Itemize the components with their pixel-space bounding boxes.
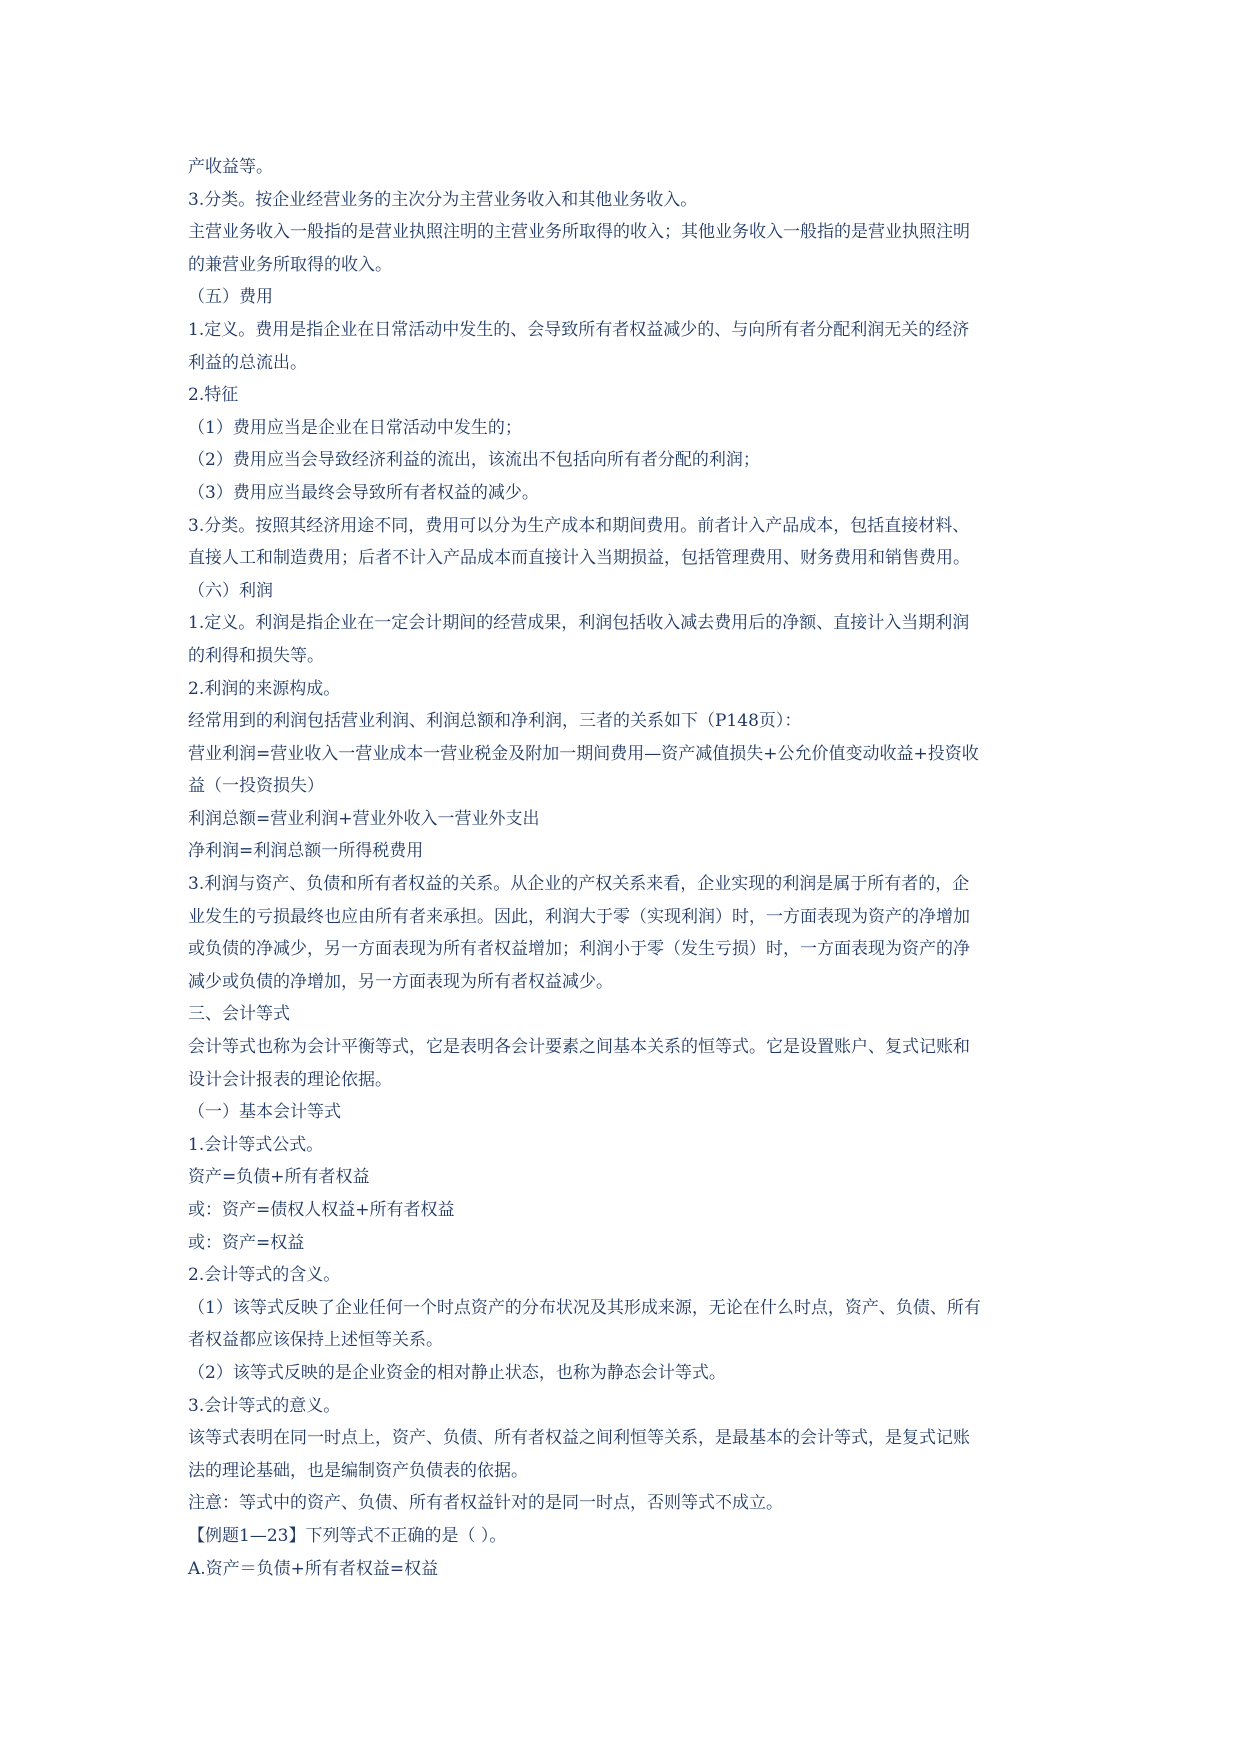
list-item: （1）该等式反映了企业任何一个时点资产的分布状况及其形成来源，无论在什么时点，资产、负债、所有	[188, 1297, 981, 1318]
text-line: 3.利润与资产、负债和所有者权益的关系。从企业的产权关系来看，企业实现的利润是属于所有者的，企	[188, 874, 970, 895]
text-line: 3.分类。按照其经济用途不同，费用可以分为生产成本和期间费用。前者计入产品成本，包括直接材料、	[188, 515, 970, 536]
text-line: 的利得和损失等。	[188, 645, 324, 666]
section-heading: （五）费用	[188, 287, 273, 308]
formula-line: 利润总额=营业利润+营业外收入一营业外支出	[188, 808, 540, 829]
text-line: 直接人工和制造费用；后者不计入产品成本而直接计入当期损益，包括管理费用、财务费用和销售费用。	[188, 548, 970, 569]
text-line: 产收益等。	[188, 157, 273, 177]
text-line: 会计等式也称为会计平衡等式，它是表明各会计要素之间基本关系的恒等式。它是设置账户、复式记账和	[188, 1037, 970, 1058]
text-line: 2.特征	[188, 385, 239, 406]
example-question: 【例题1—23】下列等式不正确的是（ ）。	[188, 1525, 507, 1546]
text-line: 3.分类。按企业经营业务的主次分为主营业务收入和其他业务收入。	[188, 189, 698, 210]
formula-line: 或：资产=债权人权益+所有者权益	[188, 1200, 455, 1220]
text-line: 1.定义。费用是指企业在日常活动中发生的、会导致所有者权益减少的、与向所有者分配利润无关的经济	[188, 319, 970, 340]
formula-line: 资产=负债+所有者权益	[188, 1167, 370, 1188]
text-line: 主营业务收入一般指的是营业执照注明的主营业务所取得的收入；其他业务收入一般指的是营业执照注明	[188, 222, 970, 243]
document-body	[188, 151, 1068, 1585]
formula-line: 净利润=利润总额一所得税费用	[188, 841, 424, 862]
section-heading: 三、会计等式	[188, 1004, 290, 1025]
text-line: 经常用到的利润包括营业利润、利润总额和净利润，三者的关系如下（P148页）：	[188, 711, 802, 732]
text-line: 的兼营业务所取得的收入。	[188, 254, 392, 275]
answer-option: A.资产＝负债+所有者权益=权益	[188, 1558, 439, 1579]
text-line: 3.会计等式的意义。	[188, 1395, 341, 1416]
text-line: 减少或负债的净增加，另一方面表现为所有者权益减少。	[188, 971, 613, 992]
formula-line: 营业利润=营业收入一营业成本一营业税金及附加一期间费用—资产减值损失+公允价值变动收益+投资收	[188, 743, 979, 764]
list-item: （2）该等式反映的是企业资金的相对静止状态，也称为静态会计等式。	[188, 1362, 726, 1383]
formula-line: 益（一投资损失）	[188, 776, 324, 797]
section-heading: （六）利润	[188, 580, 273, 601]
formula-line: 或：资产=权益	[188, 1232, 305, 1253]
text-line: 利益的总流出。	[188, 352, 307, 373]
text-line: 业发生的亏损最终也应由所有者来承担。因此，利润大于零（实现利润）时，一方面表现为资产的净增加	[188, 906, 970, 927]
note-line: 注意：等式中的资产、负债、所有者权益针对的是同一时点，否则等式不成立。	[188, 1493, 783, 1514]
text-line: 设计会计报表的理论依据。	[188, 1069, 392, 1090]
text-line: 1.定义。利润是指企业在一定会计期间的经营成果，利润包括收入减去费用后的净额、直接计入当期利润	[188, 613, 970, 634]
text-line: 法的理论基础，也是编制资产负债表的依据。	[188, 1460, 528, 1481]
text-line: 该等式表明在同一时点上，资产、负债、所有者权益之间利恒等关系，是最基本的会计等式，是复式记账	[188, 1428, 970, 1449]
list-item: （3）费用应当最终会导致所有者权益的减少。	[188, 482, 539, 503]
text-line: 1.会计等式公式。	[188, 1134, 324, 1155]
section-heading: （一）基本会计等式	[188, 1102, 341, 1123]
text-line: 或负债的净减少，另一方面表现为所有者权益增加；利润小于零（发生亏损）时，一方面表现为资产的净	[188, 939, 970, 960]
text-line: 2.会计等式的含义。	[188, 1265, 341, 1286]
list-item: （2）费用应当会导致经济利益的流出，该流出不包括向所有者分配的利润；	[188, 450, 760, 471]
text-line: 2.利润的来源构成。	[188, 678, 341, 699]
list-item: 者权益都应该保持上述恒等关系。	[188, 1330, 443, 1351]
list-item: （1）费用应当是企业在日常活动中发生的；	[188, 417, 522, 438]
